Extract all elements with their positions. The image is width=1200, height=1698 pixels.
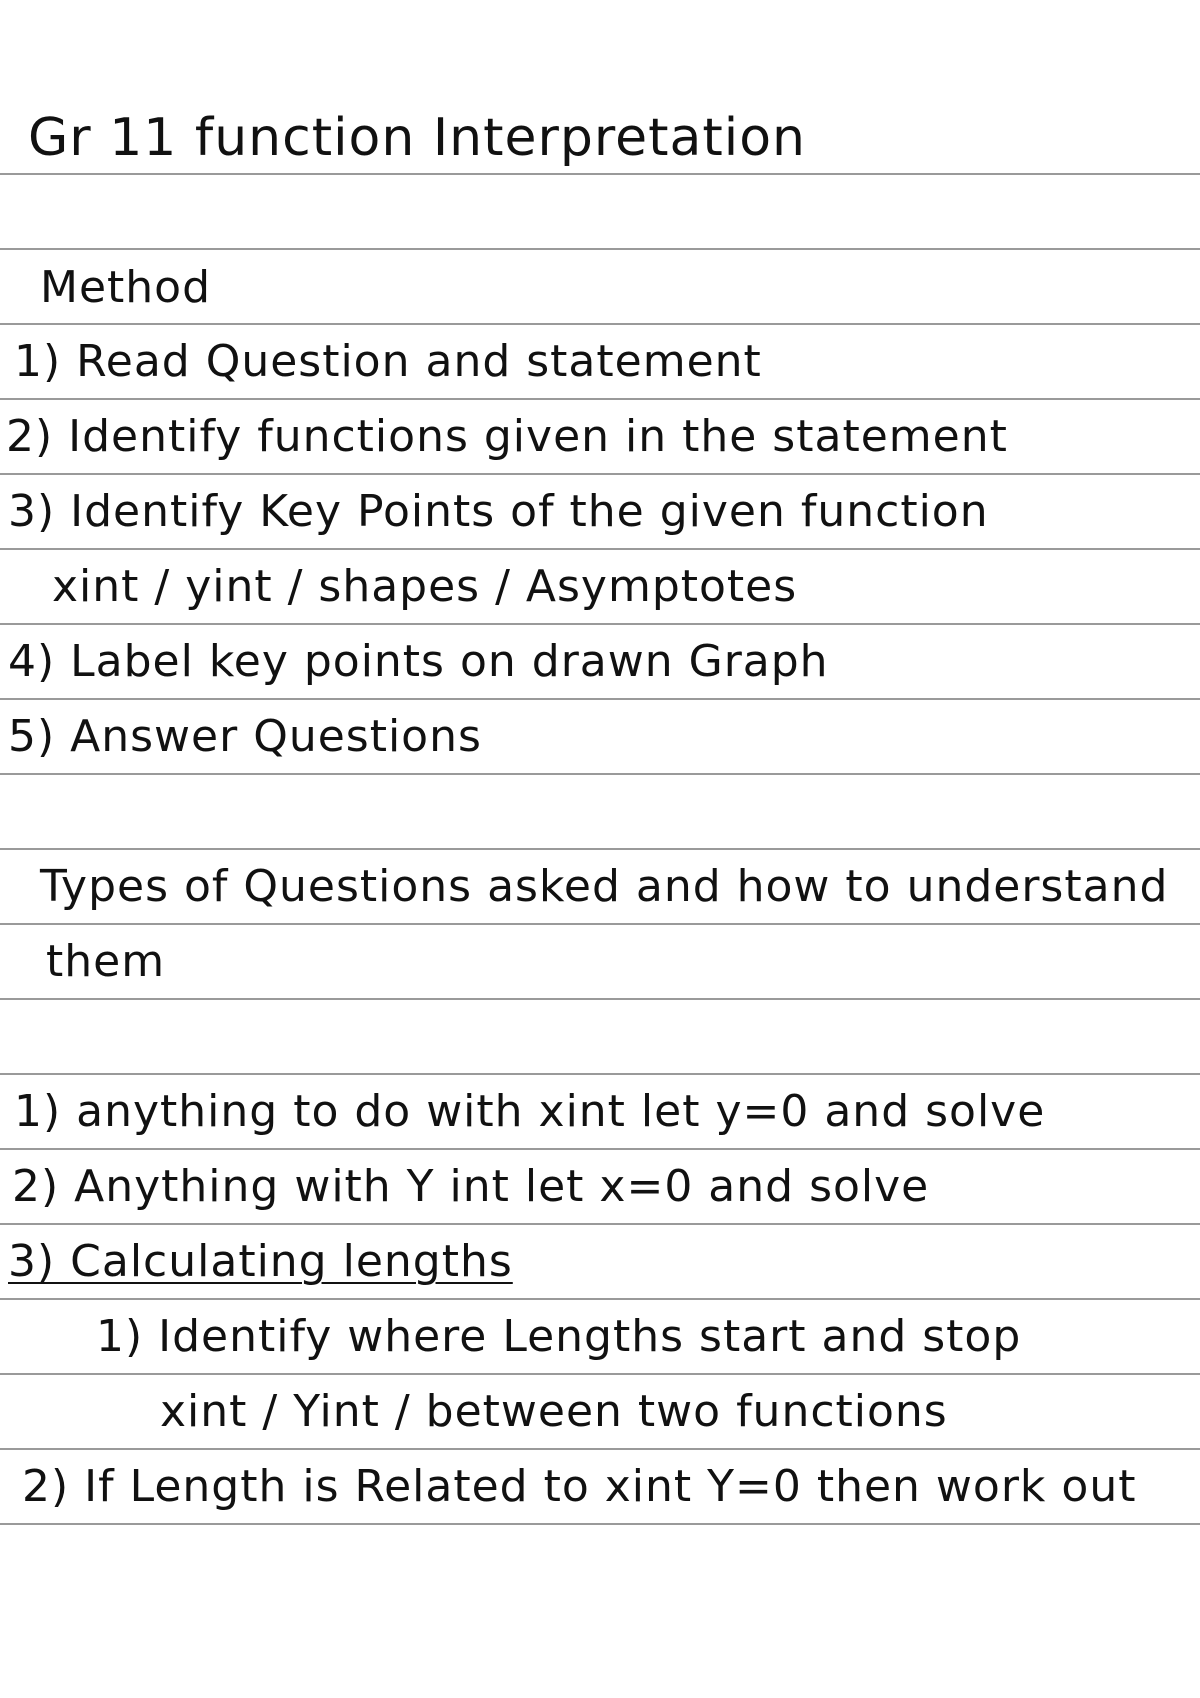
ruled-line (0, 1523, 1200, 1525)
question-type-subitem-detail: xint / Yint / between two functions (160, 1386, 948, 1437)
ruled-line (0, 473, 1200, 475)
ruled-line (0, 1223, 1200, 1225)
method-step-detail: xint / yint / shapes / Asymptotes (52, 561, 798, 612)
question-type-item: 2) Anything with Y int let x=0 and solve (12, 1161, 930, 1212)
method-step: 4) Label key points on drawn Graph (8, 636, 829, 687)
method-heading: Method (40, 262, 212, 313)
method-step: 1) Read Question and statement (14, 336, 762, 387)
ruled-line (0, 923, 1200, 925)
ruled-line (0, 848, 1200, 850)
method-step: 5) Answer Questions (8, 711, 482, 762)
question-type-item: 1) anything to do with xint let y=0 and solve (14, 1086, 1046, 1137)
ruled-line (0, 323, 1200, 325)
question-type-subitem: 1) Identify where Lengths start and stop (96, 1311, 1022, 1362)
ruled-line (0, 398, 1200, 400)
ruled-line (0, 173, 1200, 175)
ruled-line (0, 248, 1200, 250)
ruled-line (0, 698, 1200, 700)
ruled-line (0, 1448, 1200, 1450)
ruled-line (0, 1148, 1200, 1150)
ruled-line (0, 773, 1200, 775)
question-type-subitem: 2) If Length is Related to xint Y=0 then work out (22, 1461, 1137, 1512)
ruled-line (0, 623, 1200, 625)
types-heading: Types of Questions asked and how to understand (40, 861, 1169, 912)
ruled-line (0, 1073, 1200, 1075)
method-step: 3) Identify Key Points of the given function (8, 486, 989, 537)
ruled-line (0, 548, 1200, 550)
ruled-line (0, 1373, 1200, 1375)
page-title: Gr 11 function Interpretation (28, 108, 806, 168)
ruled-line (0, 998, 1200, 1000)
question-type-item: 3) Calculating lengths (8, 1236, 513, 1287)
types-heading-continued: them (46, 936, 166, 987)
method-step: 2) Identify functions given in the statement (6, 411, 1008, 462)
ruled-line (0, 1298, 1200, 1300)
